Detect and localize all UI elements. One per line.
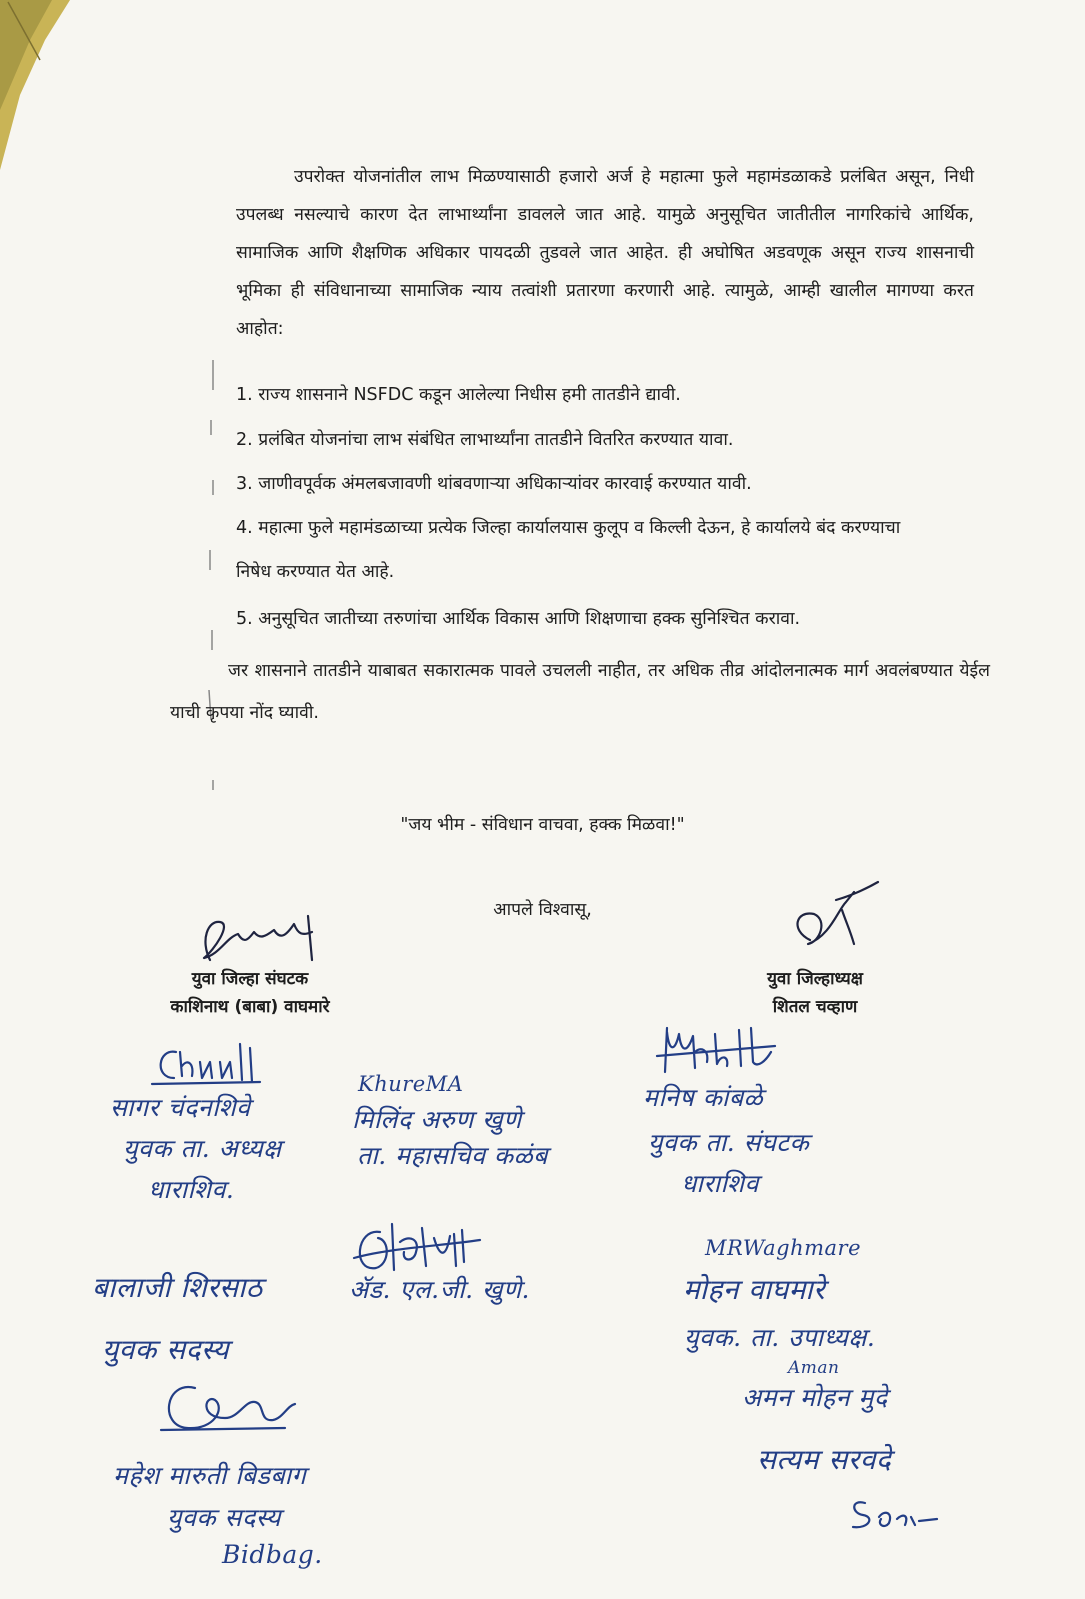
handwritten-1-title: युवक ता. अध्यक्ष: [123, 1134, 282, 1163]
handwritten-4-name: ॲड. एल.जी. खुणे.: [349, 1275, 530, 1304]
closing-line: आपले विश्वासू,: [493, 900, 592, 920]
slogan: "जय भीम - संविधान वाचवा, हक्क मिळवा!": [400, 815, 685, 835]
handwritten-8-name: महेश मारुती बिडबाग: [113, 1461, 307, 1490]
handwritten-6-signature: MRWaghmare: [705, 1236, 861, 1260]
handwritten-signature-3: [655, 1022, 785, 1078]
corner-shadow: [0, 0, 70, 170]
signatory-left: [120, 965, 380, 1021]
handwritten-8-title: युवक सदस्य: [167, 1503, 281, 1532]
signature-right-mark: [780, 880, 890, 960]
demand-item-3: 3. जाणीवपूर्वक अंमलबजावणी थांबवणाऱ्या अधिकाऱ्यांवर कारवाई करण्यात यावी.: [236, 474, 752, 494]
paragraph-2: जर शासनाने तातडीने याबाबत सकारात्मक पावले उचलली नाहीत, तर अधिक तीव्र आंदोलनात्मक मार्ग अवलंबण्यात येईल याची कृपया नोंद घ्यावी.: [170, 661, 990, 723]
handwritten-7-second-name: सत्यम सरवदे: [757, 1443, 892, 1476]
handwritten-2-signature: KhureMA: [358, 1072, 464, 1096]
signatory-left-name: काशिनाथ (बाबा) वाघमारे: [170, 997, 330, 1017]
handwritten-3-place: धाराशिव: [681, 1169, 759, 1198]
demand-item-1: 1. राज्य शासनाने NSFDC कडून आलेल्या निधीस हमी तातडीने द्यावी.: [236, 385, 681, 405]
handwritten-2-name: मिलिंद अरुण खुणे: [352, 1105, 522, 1134]
signatory-right-designation: युवा जिल्हाध्यक्ष: [767, 969, 863, 989]
handwritten-signature-4: [350, 1218, 485, 1278]
handwritten-5-name: बालाजी शिरसाठ: [92, 1271, 263, 1304]
handwritten-signature-5: [155, 1378, 300, 1434]
signature-left-mark: [190, 910, 330, 970]
handwritten-1-name: सागर चंदनशिवे: [110, 1093, 251, 1122]
signatory-left-designation: युवा जिल्हा संघटक: [191, 969, 309, 989]
handwritten-6-name: मोहन वाघमारे: [683, 1273, 826, 1306]
demand-item-5: 5. अनुसूचित जातीच्या तरुणांचा आर्थिक विकास आणि शिक्षणाचा हक्क सुनिश्चित करावा.: [236, 609, 801, 629]
signatory-right-name: शितल चव्हाण: [772, 997, 858, 1017]
handwritten-signature-7b: [845, 1495, 940, 1535]
signatory-right: [730, 965, 900, 1021]
handwritten-3-title: युवक ता. संघटक: [648, 1128, 810, 1157]
handwritten-2-title: ता. महासचिव कळंब: [357, 1141, 548, 1170]
demand-item-2: 2. प्रलंबित योजनांचा लाभ संबंधित लाभार्थ्यांना तातडीने वितरित करण्यात यावा.: [236, 430, 734, 450]
paragraph-1: उपरोक्त योजनांतील लाभ मिळण्यासाठी हजारो अर्ज हे महात्मा फुले महामंडळाकडे प्रलंबित असून, निधी उपलब्ध नसल्याचे कारण देत लाभार्थ्यांना डावलले जात आहे. यामुळे अनुसूचित जातीतील नागरिकांचे आर्थिक, सामाजिक आणि शैक्षणिक अधिकार पायदळी तुडवले जात आहेत. ही अघोषित अडवणूक असून राज्य शासनाची भूमिका ही संविधानाच्या सामाजिक न्याय तत्वांशी प्रतारणा करणारी आहे. त्यामुळे, आम्ही खालील मागण्या करत आहोत:: [236, 167, 974, 339]
handwritten-7-signature: Aman: [788, 1358, 840, 1378]
handwritten-signature-1: [150, 1038, 265, 1088]
handwritten-3-name: मनिष कांबळे: [643, 1083, 764, 1112]
handwritten-8-signature: Bidbag.: [222, 1540, 323, 1569]
handwritten-1-place: धाराशिव.: [148, 1175, 235, 1204]
demand-item-4: 4. महात्मा फुले महामंडळाच्या प्रत्येक जिल्हा कार्यालयास कुलूप व किल्ली देऊन, हे कार्यालये बंद करण्याचा निषेध करण्यात येत आहे.: [236, 518, 901, 582]
handwritten-5-title: युवक सदस्य: [102, 1333, 230, 1366]
handwritten-7-name: अमन मोहन मुदे: [742, 1383, 888, 1412]
handwritten-6-title: युवक. ता. उपाध्यक्ष.: [684, 1323, 876, 1352]
